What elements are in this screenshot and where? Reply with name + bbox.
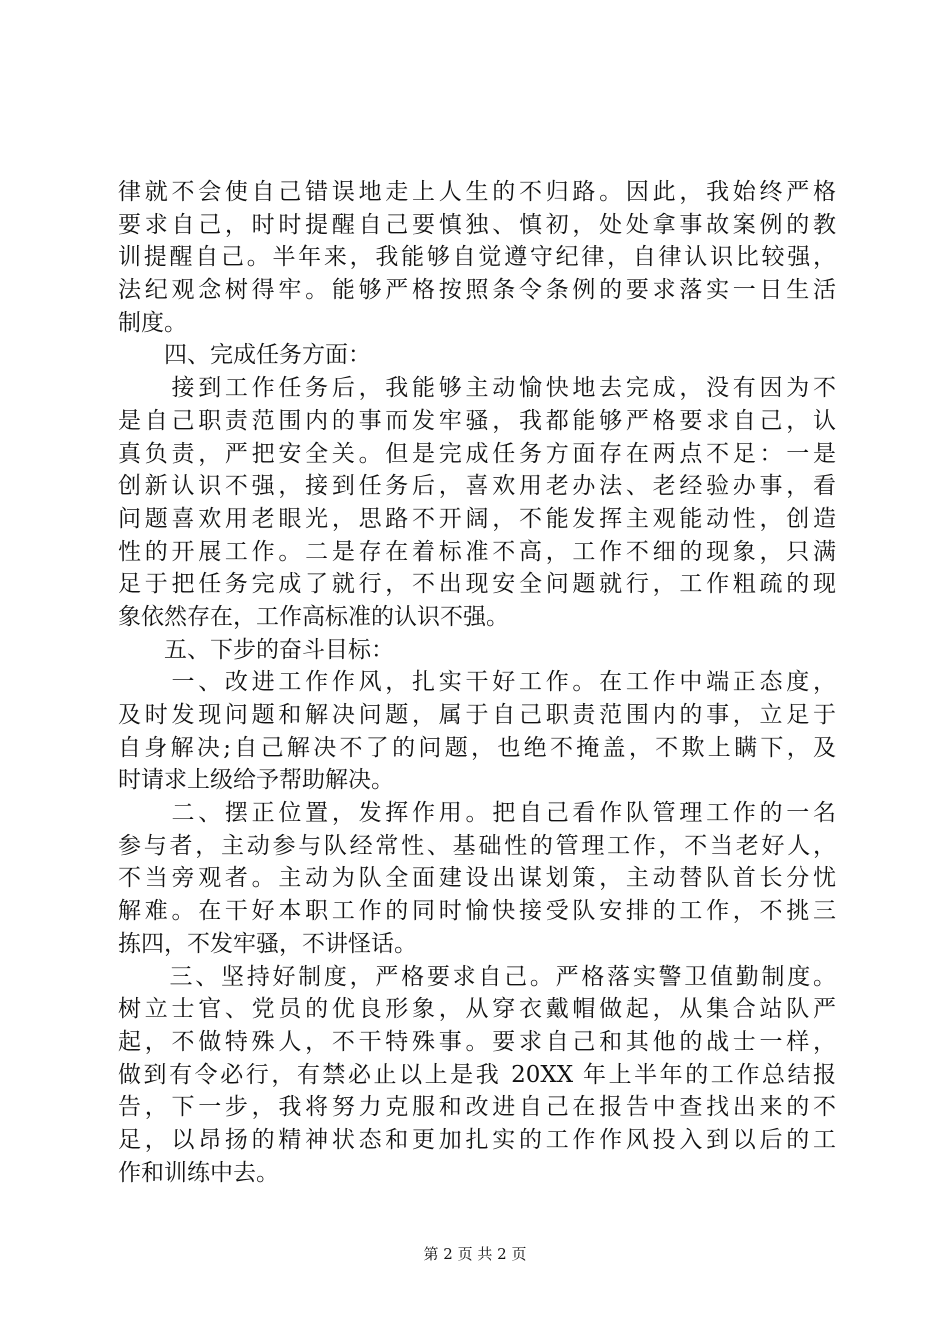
body-line: 真负责，严把安全关。但是完成任务方面存在两点不足：一是 <box>118 440 836 467</box>
body-line: 创新认识不强，接到任务后，喜欢用老办法、老经验办事，看 <box>118 473 836 500</box>
body-line: 法纪观念树得牢。能够严格按照条令条例的要求落实一日生活 <box>118 277 836 304</box>
body-line: 自身解决;自己解决不了的问题，也绝不掩盖，不欺上瞒下，及 <box>118 734 836 761</box>
body-line: 四、完成任务方面： <box>118 342 371 369</box>
body-line: 解难。在干好本职工作的同时愉快接受队安排的工作，不挑三 <box>118 898 836 925</box>
body-line: 二、摆正位置，发挥作用。把自己看作队管理工作的一名 <box>118 800 836 827</box>
body-line: 要求自己，时时提醒自己要慎独、慎初，处处拿事故案例的教 <box>118 211 836 238</box>
body-line: 告，下一步，我将努力克服和改进自己在报告中查找出来的不 <box>118 1094 836 1121</box>
body-line: 足，以昂扬的精神状态和更加扎实的工作作风投入到以后的工 <box>118 1126 836 1153</box>
body-line: 象依然存在，工作高标准的认识不强。 <box>118 603 509 630</box>
document-body <box>118 176 836 1189</box>
body-line: 律就不会使自己错误地走上人生的不归路。因此，我始终严格 <box>118 179 836 205</box>
body-line: 时请求上级给予帮助解决。 <box>118 767 394 794</box>
page-footer: 第 2 页 共 2 页 <box>423 1245 527 1263</box>
body-line: 参与者，主动参与队经常性、基础性的管理工作，不当老好人， <box>118 832 836 859</box>
body-line: 五、下步的奋斗目标： <box>118 636 394 663</box>
body-line: 足于把任务完成了就行，不出现安全问题就行，工作粗疏的现 <box>118 571 836 598</box>
body-line: 树立士官、党员的优良形象，从穿衣戴帽做起，从集合站队严 <box>118 996 836 1023</box>
body-line: 三、坚持好制度，严格要求自己。严格落实警卫值勤制度。 <box>118 963 836 990</box>
body-line: 训提醒自己。半年来，我能够自觉遵守纪律，自律认识比较强， <box>118 244 836 271</box>
body-line: 性的开展工作。二是存在着标准不高，工作不细的现象，只满 <box>118 538 836 565</box>
body-line: 做到有令必行，有禁必止以上是我 20XX 年上半年的工作总结报 <box>118 1061 836 1088</box>
body-line: 接到工作任务后，我能够主动愉快地去完成，没有因为不 <box>118 375 836 402</box>
body-line: 一、改进工作作风，扎实干好工作。在工作中端正态度， <box>118 669 836 696</box>
body-line: 起，不做特殊人，不干特殊事。要求自己和其他的战士一样， <box>118 1028 836 1055</box>
body-line: 作和训练中去。 <box>118 1159 279 1186</box>
body-line: 是自己职责范围内的事而发牢骚，我都能够严格要求自己，认 <box>118 407 836 434</box>
body-line: 问题喜欢用老眼光，思路不开阔，不能发挥主观能动性，创造 <box>118 505 836 532</box>
body-line: 不当旁观者。主动为队全面建设出谋划策，主动替队首长分忧 <box>118 865 836 892</box>
body-line: 拣四，不发牢骚，不讲怪话。 <box>118 930 417 957</box>
body-line: 及时发现问题和解决问题，属于自己职责范围内的事，立足于 <box>118 702 836 728</box>
body-line: 制度。 <box>118 309 187 336</box>
